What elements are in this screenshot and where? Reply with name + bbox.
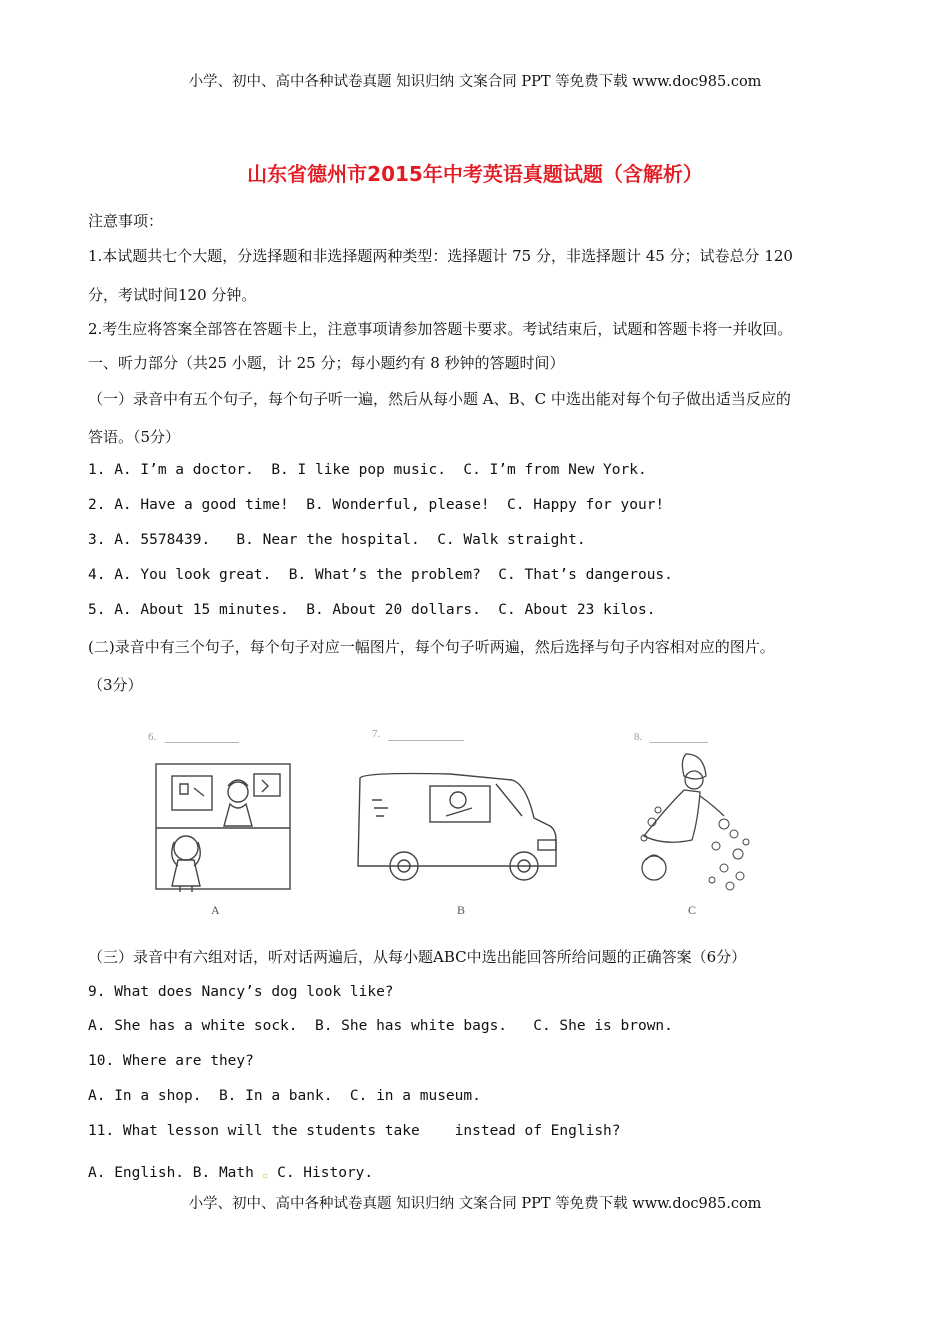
answer-blank-8 [650,742,708,743]
note-2: 2.考生应将答案全部答在答题卡上，注意事项请参加答题卡要求。考试结束后，试题和答题卡将一并收回。 [88,320,793,338]
notes-heading: 注意事项： [88,212,164,230]
picture-letter-a: A [211,903,220,917]
question-3: 3. A. 5578439. B. Near the hospital. C. Walk straight. [88,532,586,548]
question-1: 1. A. I’m a doctor. B. I like pop music. C. I’m from New York. [88,462,647,478]
question-11-option-c: C. History. [277,1165,374,1181]
answer-blank-7 [388,740,464,741]
question-9: 9. What does Nancy’s dog look like? [88,984,394,1000]
picture-number-8: 8. [634,731,643,743]
header-banner: 小学、初中、高中各种试卷真题 知识归纳 文案合同 PPT 等免费下载 www.doc985.com [188,74,762,90]
part-2-intro-line-1: (二)录音中有三个句子，每个句子对应一幅图片，每个句子听两遍，然后选择与句子内容相对应的图片。 [88,638,775,656]
question-4: 4. A. You look great. B. What’s the problem? C. That’s dangerous. [88,567,673,583]
note-1-line-2: 分，考试时间120 分钟。 [88,286,257,304]
question-9-options: A. She has a white sock. B. She has white bags. C. She is brown. [88,1018,673,1034]
part-1-intro-line-2: 答语。（5分） [88,428,181,446]
question-10: 10. Where are they? [88,1053,254,1069]
question-2: 2. A. Have a good time! B. Wonderful, please! C. Happy for your! [88,497,665,513]
picture-c-girl-flowers [628,750,756,900]
picture-letter-c: C [688,903,697,917]
picture-number-6: 6. [148,731,157,743]
question-11-options [88,1161,373,1182]
section-1-heading: 一、听力部分（共25 小题，计 25 分；每小题约有 8 秒钟的答题时间） [88,354,565,372]
part-2-intro-line-2: （3分） [88,676,143,694]
part-1-intro-line-1: （一）录音中有五个句子，每个句子听一遍，然后从每小题 A、B、C 中选出能对每个句子做出适当反应的 [88,390,791,408]
question-5: 5. A. About 15 minutes. B. About 20 dollars. C. About 23 kilos. [88,602,656,618]
page-title: 山东省德州市2015年中考英语真题试题（含解析） [247,162,703,186]
picture-letter-b: B [457,903,466,917]
footer-banner: 小学、初中、高中各种试卷真题 知识归纳 文案合同 PPT 等免费下载 www.doc985.com [188,1196,762,1212]
picture-a-shop-counter [150,760,295,895]
answer-blank-6 [165,742,239,743]
picture-number-7: 7. [372,728,381,740]
question-11-options-ab: A. English. B. Math [88,1165,254,1181]
question-10-options: A. In a shop. B. In a bank. C. in a museum. [88,1088,481,1104]
part-3-intro: （三）录音中有六组对话，听对话两遍后，从每小题ABC中选出能回答所给问题的正确答案（6分） [88,948,747,966]
note-1-line-1: 1.本试题共七个大题，分选择题和非选择题两种类型：选择题计 75 分，非选择题计 45 分；试卷总分 120 [88,247,793,265]
picture-b-van-driver [352,770,564,888]
stray-dot: 。 [262,1165,278,1181]
question-11: 11. What lesson will the students take instead of English? [88,1123,621,1139]
